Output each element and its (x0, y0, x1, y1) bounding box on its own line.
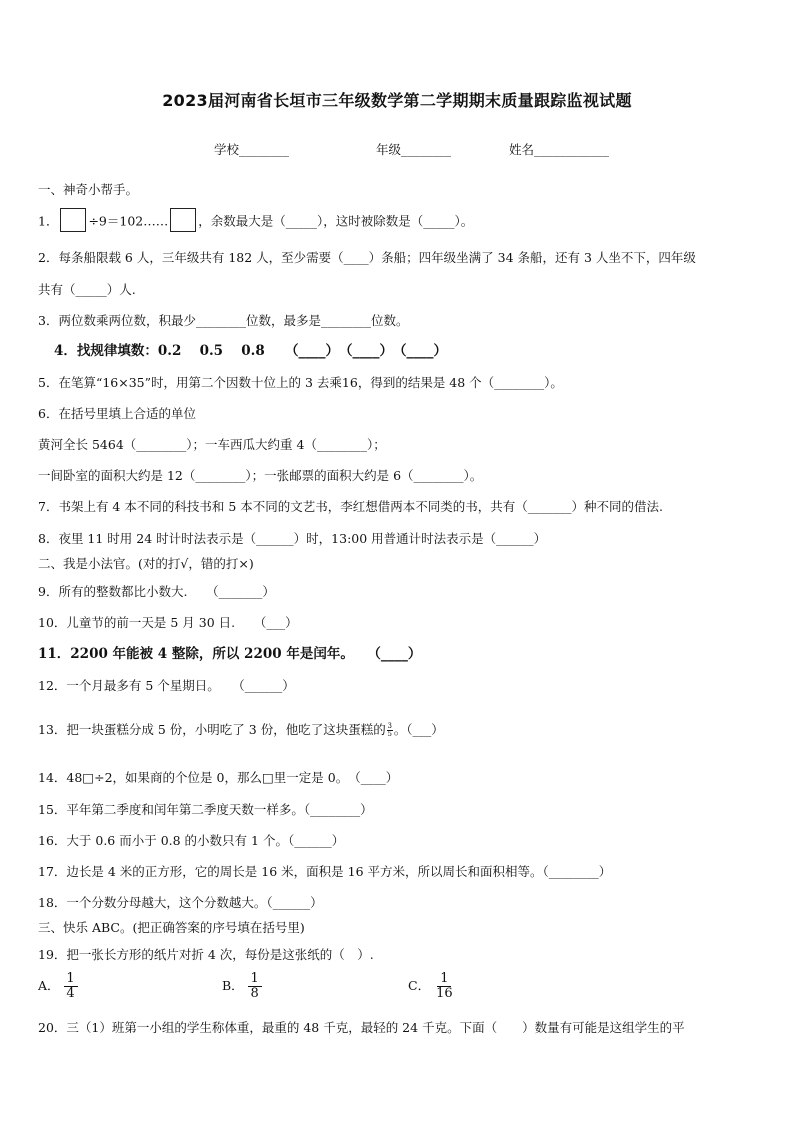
question-1 (38, 212, 473, 232)
question-6: 6．在括号里填上合适的单位 (38, 406, 196, 421)
question-7: 7．书架上有 4 本不同的科技书和 5 本不同的文艺书，李红想借两本不同类的书，共有（_______）种不同的借法. (38, 499, 663, 514)
fraction-numerator: 1 (66, 971, 75, 986)
question-2-line-1: 2．每条船限载 6 人，三年级共有 182 人，至少需要（____）条船；四年级坐满了 34 条船，还有 3 人坐不下，四年级 (38, 250, 696, 265)
question-6-part-2: 一间卧室的面积大约是 12（________）；一张邮票的面积大约是 6（________）。 (38, 468, 483, 483)
question-19: 19．把一张长方形的纸片对折 4 次，每份是这张纸的（ ）. (38, 947, 374, 962)
question-16: 16．大于 0.6 而小于 0.8 的小数只有 1 个。（______） (38, 833, 345, 848)
blank-box (60, 208, 86, 232)
exam-title: 2023届河南省长垣市三年级数学第二学期期末质量跟踪监视试题 (162, 91, 632, 110)
option-label: B． (222, 978, 244, 993)
question-20: 20．三（1）班第一小组的学生称体重，最重的 48 千克，最轻的 24 千克。下面（ ）数量有可能是这组学生的平 (38, 1020, 685, 1035)
fraction-numerator: 1 (250, 971, 259, 986)
question-2-line-2: 共有（_____）人. (38, 282, 136, 297)
question-6-part-1: 黄河全长 5464（________）；一车西瓜大约重 4（________）； (38, 437, 386, 452)
question-4: 4．找规律填数：0.2 0.5 0.8 （____） （____） （____） (54, 343, 448, 359)
q19-option-a (38, 972, 82, 1001)
question-5: 5．在笔算“16×35”时，用第二个因数十位上的 3 去乘16，得到的结果是 48 个（________）。 (38, 375, 563, 390)
question-17: 17．边长是 4 米的正方形，它的周长是 16 米，面积是 16 平方米，所以周长和面积相等。（________） (38, 864, 612, 879)
option-label: C． (408, 978, 431, 993)
question-11: 11．2200 年能被 4 整除，所以 2200 年是闰年。 （____） (38, 646, 422, 662)
section-3-heading: 三、快乐 ABC。(把正确答案的序号填在括号里) (38, 920, 305, 935)
question-8: 8．夜里 11 时用 24 时计时法表示是（______）时，13:00 用普通计时法表示是（______） (38, 531, 547, 546)
fraction (248, 972, 262, 1001)
q1-rest: ，余数最大是（_____），这时被除数是（_____）。 (198, 213, 474, 229)
fraction-denominator: 5 (387, 730, 392, 738)
fraction-numerator: 3 (387, 722, 392, 730)
fraction-denominator: 4 (66, 986, 75, 1001)
q19-option-c (408, 972, 459, 1001)
q19-option-b (222, 972, 266, 1001)
fraction-numerator: 1 (440, 971, 449, 986)
question-15: 15．平年第二季度和闰年第二季度天数一样多。（________） (38, 802, 373, 817)
section-1-heading: 一、神奇小帮手。 (38, 182, 139, 197)
blank-box (170, 208, 196, 232)
fraction-denominator: 8 (250, 986, 259, 1001)
name-field: 姓名____________ (509, 142, 610, 157)
question-13 (38, 721, 444, 739)
fraction (434, 972, 455, 1001)
fraction-denominator: 16 (436, 986, 453, 1001)
question-9: 9．所有的整数都比小数大. （_______） (38, 584, 275, 599)
grade-field: 年级________ (376, 142, 452, 157)
option-label: A． (38, 978, 60, 993)
school-field: 学校________ (214, 142, 290, 157)
fraction (387, 723, 393, 738)
q1-number: 1． (38, 213, 59, 229)
question-14: 14．48□÷2，如果商的个位是 0，那么□里一定是 0。 （____） (38, 770, 399, 785)
section-2-heading: 二、我是小法官。(对的打√，错的打×) (38, 556, 254, 571)
q13-text: 13．把一块蛋糕分成 5 份，小明吃了 3 份，他吃了这块蛋糕的 (38, 722, 386, 737)
fraction (64, 972, 78, 1001)
question-18: 18．一个分数分母越大，这个分数越大。（______） (38, 895, 323, 910)
question-10: 10．儿童节的前一天是 5 月 30 日. （___） (38, 615, 298, 630)
question-12: 12．一个月最多有 5 个星期日。 （______） (38, 678, 295, 693)
q13-tail: 。（___） (393, 722, 444, 737)
q1-middle: ÷9＝102…… (88, 213, 169, 229)
question-3: 3．两位数乘两位数，积最少________位数，最多是________位数。 (38, 313, 409, 328)
